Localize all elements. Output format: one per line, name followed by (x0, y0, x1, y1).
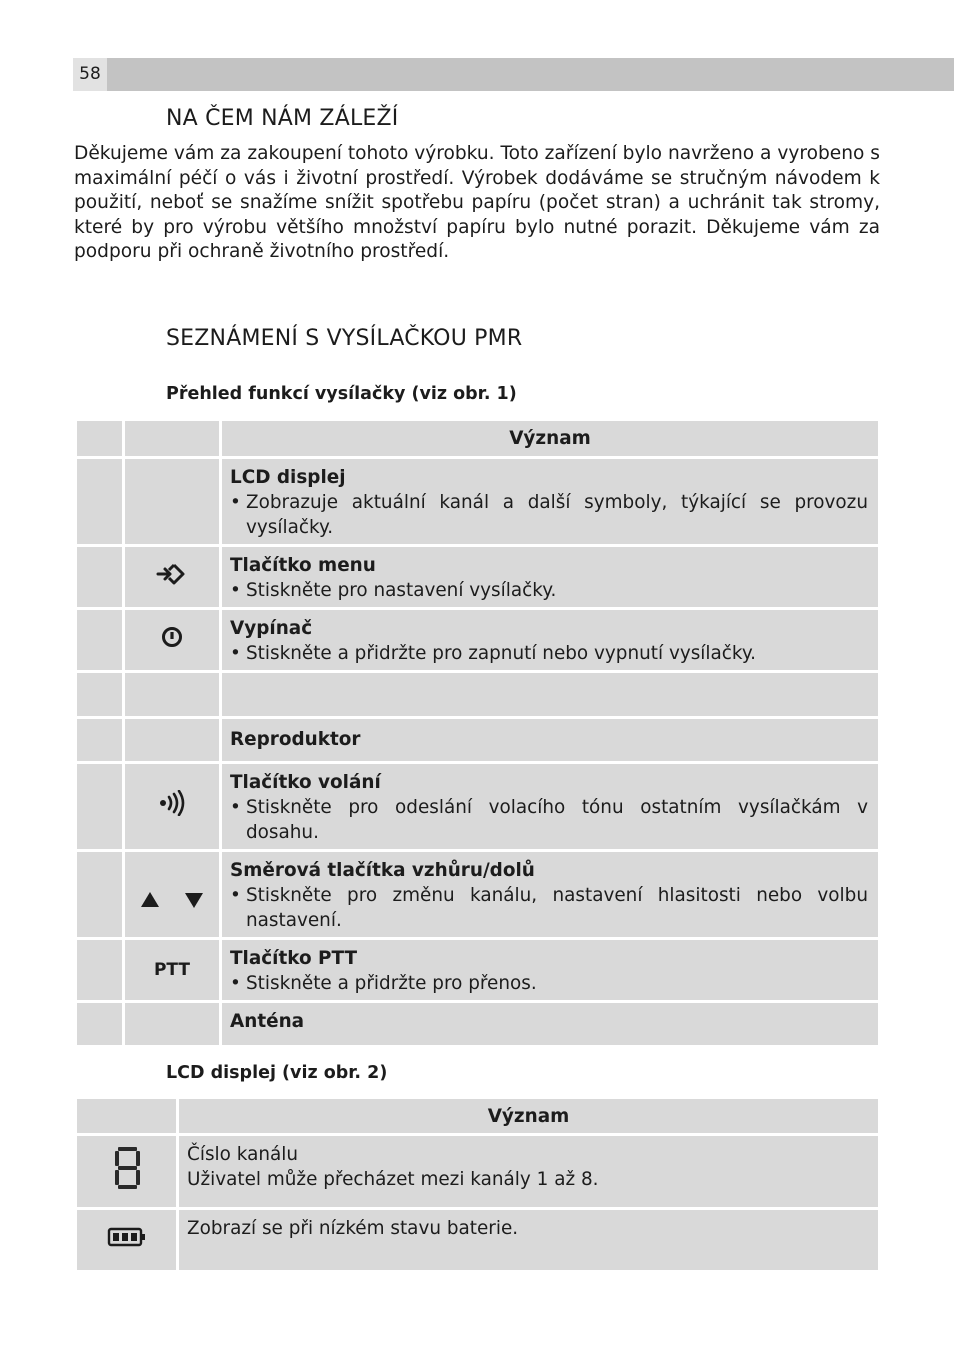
table-header-row (77, 1099, 878, 1133)
page-number: 58 (73, 58, 107, 91)
row-description: Stiskněte pro odeslání volacího tónu ostatním vysílačkám v dosahu. (246, 797, 868, 843)
row-title: Tlačítko PTT (230, 948, 358, 969)
table-row (77, 1136, 878, 1207)
header-meaning: Význam (222, 421, 878, 456)
table-header-row (77, 421, 878, 456)
table-row (77, 673, 878, 716)
table-row: Směrová tlačítka vzhůru/dolů • Stiskněte pro změnu kanálu, nastavení hlasitosti nebo volbu nastavení. (77, 852, 878, 937)
up-down-arrows-icon (139, 894, 205, 915)
table-row: Tlačítko volání • Stiskněte pro odeslání volacího tónu ostatním vysílačkám v dosahu. (77, 764, 878, 849)
battery-icon (107, 1232, 147, 1253)
functions-table (74, 418, 881, 1048)
seven-segment-eight-icon (112, 1175, 142, 1196)
table-row (77, 1210, 878, 1270)
ptt-label: PTT (153, 960, 191, 980)
section-title-environment: NA ČEM NÁM ZÁLEŽÍ (166, 106, 399, 131)
table-row: Vypínač • Stiskněte a přidržte pro zapnutí nebo vypnutí vysílačky. (77, 610, 878, 670)
intro-paragraph: Děkujeme vám za zakoupení tohoto výrobku. Toto zařízení bylo navrženo a vyrobeno s maximální péčí o vás i životní prostředí. Výrobek dodáváme se stručným návodem k použití, neboť se snažíme snížit spotřebu papíru (počet stran) a uchránit tak stromy, které by pro výrobu většího množství papíru bylo nutné porazit. Děkujeme vám za podporu při ochraně životního prostředí. (74, 143, 880, 263)
row-title: Reproduktor (230, 728, 361, 750)
call-signal-icon (157, 800, 187, 821)
row-title: Tlačítko volání (230, 772, 381, 793)
lcd-row-description: Uživatel může přecházet mezi kanály 1 až 8. (187, 1169, 599, 1190)
row-description: Stiskněte pro nastavení vysílačky. (246, 580, 557, 601)
row-title: Anténa (230, 1011, 305, 1032)
row-description: Zobrazuje aktuální kanál a další symboly, týkající se provozu vysílačky. (246, 492, 868, 538)
row-description: Stiskněte a přidržte pro přenos. (246, 973, 537, 994)
header-cell-blank (125, 421, 219, 456)
menu-arrow-icon (156, 570, 188, 591)
header-bar (73, 58, 954, 91)
header-meaning: Význam (179, 1099, 878, 1133)
row-title: Vypínač (230, 618, 313, 639)
table-row: Tlačítko menu • Stiskněte pro nastavení vysílačky. (77, 547, 878, 607)
table-row (77, 719, 878, 761)
table-row: PTT Tlačítko PTT • Stiskněte a přidržte pro přenos. (77, 940, 878, 1000)
row-description: Stiskněte a přidržte pro zapnutí nebo vypnutí vysílačky. (246, 643, 756, 664)
lcd-row-description: Zobrazí se při nízkém stavu baterie. (187, 1218, 519, 1239)
lcd-table (74, 1096, 881, 1273)
lcd-row-title: Číslo kanálu (187, 1144, 299, 1165)
row-title: Tlačítko menu (230, 555, 376, 576)
row-title: LCD displej (230, 467, 346, 488)
power-icon (160, 633, 184, 654)
row-title: Směrová tlačítka vzhůru/dolů (230, 860, 535, 881)
table2-caption: LCD displej (viz obr. 2) (166, 1063, 388, 1083)
table-row: LCD displej • Zobrazuje aktuální kanál a další symboly, týkající se provozu vysílačky. (77, 459, 878, 544)
header-cell-blank (77, 421, 122, 456)
section-title-pmr: SEZNÁMENÍ S VYSÍLAČKOU PMR (166, 326, 523, 351)
row-description: Stiskněte pro změnu kanálu, nastavení hlasitosti nebo volbu nastavení. (246, 885, 868, 931)
table1-caption: Přehled funkcí vysílačky (viz obr. 1) (166, 384, 517, 404)
table-row (77, 1003, 878, 1045)
